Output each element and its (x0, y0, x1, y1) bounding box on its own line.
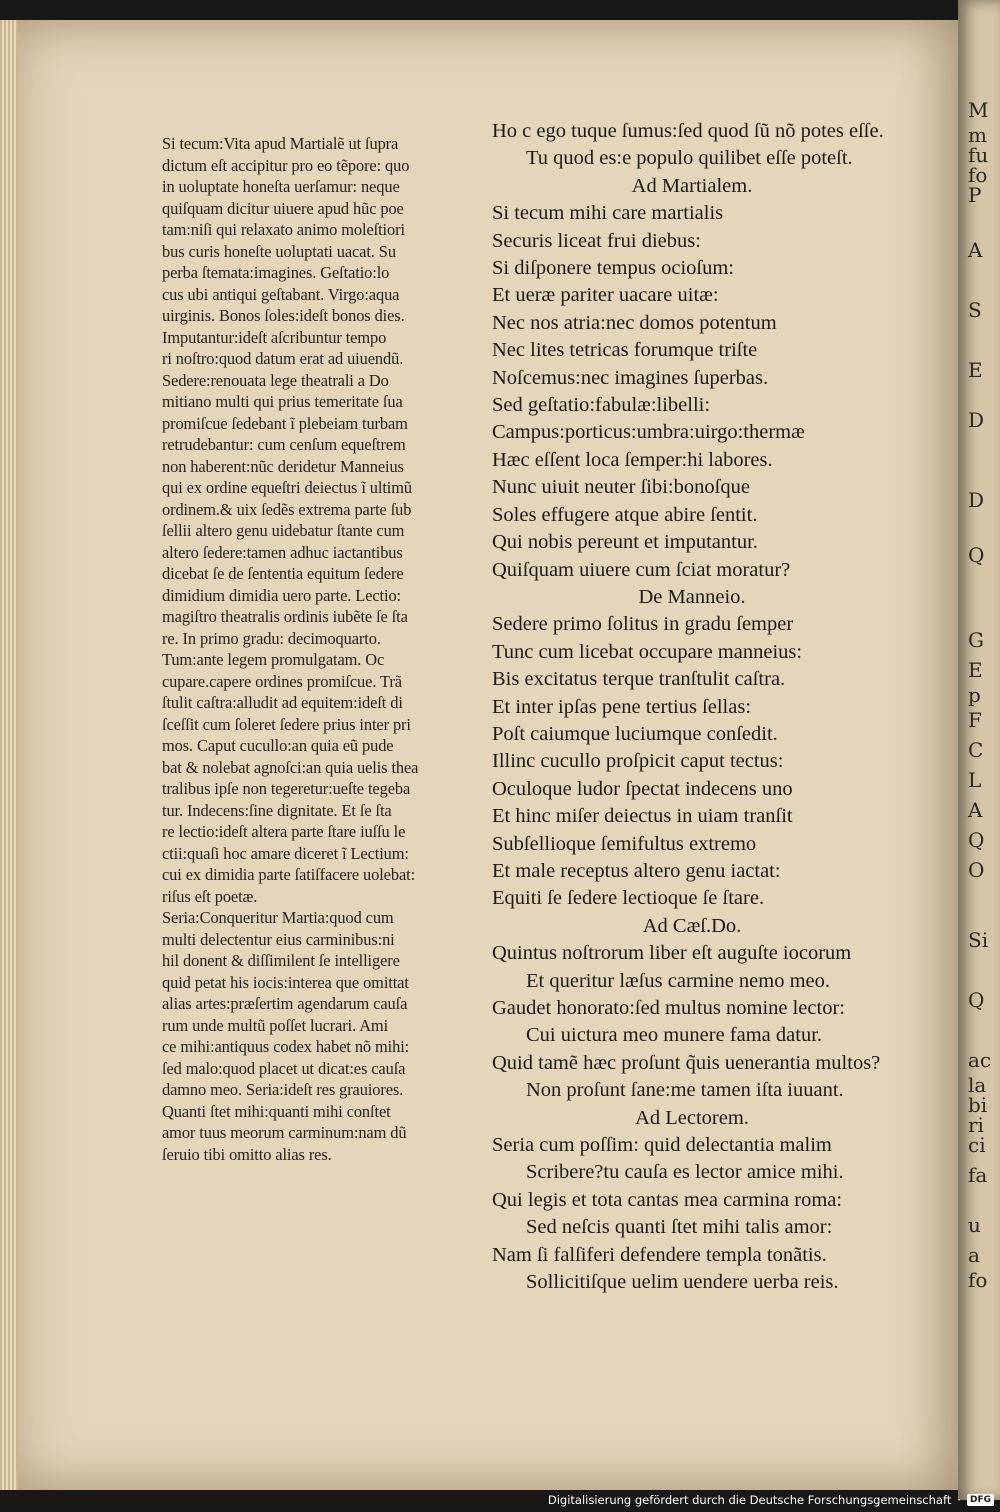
poem-line: Sollicitiſque uelim uendere uerba reis. (526, 1271, 839, 1294)
facing-page-letter: fo (968, 1268, 988, 1292)
commentary-line: amor tuus meorum carminum:nam dũ (162, 1123, 407, 1142)
facing-page-letter: ri (968, 1113, 984, 1137)
commentary-line: dicebat ſe de ſententia equitum ſedere (162, 564, 404, 583)
poem-line: Qui nobis pereunt et imputantur. (492, 531, 758, 554)
poem-heading: Ad Martialem. (631, 174, 753, 197)
commentary-line: hil donent & diſſimilent ſe intelligere (162, 951, 400, 970)
poem-line: Securis liceat frui diebus: (492, 229, 701, 252)
poem-line: Non proſunt ſane:me tamen iſta iuuant. (526, 1079, 844, 1102)
commentary-line: uirginis. Bonos ſoles:ideſt bonos dies. (162, 306, 405, 325)
facing-page-letter: F (968, 708, 982, 732)
facing-page-letter: M (968, 98, 989, 122)
poem-line: Poſt caiumque luciumque conſedit. (492, 722, 778, 745)
commentary-line: Si tecum:Vita apud Martialẽ ut ſupra (162, 134, 399, 153)
commentary-line: quid petat his iocis:interea que omittat (162, 972, 409, 992)
poem-line: Subſellioque ſemifultus extremo (492, 832, 757, 855)
facing-page-letter: Si (968, 928, 989, 952)
commentary-line: Sedere:renouata lege theatrali a Do (162, 370, 389, 390)
poem-line: Bis excitatus terque tranſtulit caſtra. (492, 668, 786, 691)
digitization-credit: Digitalisierung gefördert durch die Deutsche Forschungsgemeinschaft · DFG (548, 1490, 994, 1510)
facing-page-letter: C (968, 738, 984, 762)
commentary-line: ſtulit caſtra:alludit ad equitem:ideſt di (162, 693, 403, 712)
facing-page-letter: ci (968, 1133, 986, 1157)
poem-line: Et queritur læſus carmine nemo meo. (526, 969, 831, 992)
commentary-line: promiſcue ſedebant ĩ plebeiam turbam (162, 413, 408, 433)
facing-page-letter: fo (968, 163, 988, 187)
facing-page-letter: fa (968, 1163, 988, 1187)
facing-page-fragment (958, 0, 1000, 1500)
facing-page-letter: P (968, 183, 982, 207)
facing-page-letter: la (968, 1073, 987, 1097)
commentary-line: in uoluptate honeſta uerſamur: neque (162, 177, 400, 196)
poem-line: Scribere?tu cauſa es lector amice mihi. (526, 1161, 844, 1184)
poem-line: Nunc uiuit neuter ſibi:bonoſque (492, 476, 750, 499)
facing-page-letter: fu (968, 143, 989, 167)
facing-page-letter: ac (968, 1048, 992, 1072)
poem-line: Sed neſcis quanti ſtet mihi talis amor: (526, 1216, 833, 1239)
facing-page-letter: O (968, 858, 985, 882)
credit-text: Digitalisierung gefördert durch die Deutsche Forschungsgemeinschaft (547, 1493, 952, 1507)
commentary-line: riſus eſt poetæ. (162, 886, 258, 906)
commentary-line: alias artes:præſertim agendarum cauſa (162, 994, 408, 1013)
commentary-line: mos. Caput cucullo:an quia eũ pude (162, 736, 394, 755)
commentary-line: magiſtro theatralis ordinis iubẽte ſe ſta (162, 607, 408, 626)
poem-line: Et inter ipſas pene tertius ſellas: (492, 695, 752, 718)
poem-line: Oculoque ludor ſpectat indecens uno (492, 777, 793, 800)
poem-column (492, 118, 932, 1296)
facing-page-letter: u (968, 1213, 981, 1237)
commentary-line: tam:niſi qui relaxato animo moleſtiori (162, 220, 405, 239)
commentary-line: dimidium dimidia uero parte. Lectio: (162, 585, 402, 605)
poem-line: Cui uictura meo munere fama datur. (526, 1024, 823, 1047)
facing-page-letter: p (968, 683, 981, 707)
commentary-line: Imputantur:ideſt aſcribuntur tempo (162, 327, 387, 347)
commentary-line: non haberent:nũc deridetur Manneius (162, 456, 404, 476)
poem-line: Ho c ego tuque ſumus:ſed quod ſũ nõ potes eſſe. (492, 120, 884, 142)
poem-line: Quintus noſtrorum liber eſt auguſte iocorum (492, 942, 852, 965)
commentary-line: cupare.capere ordines promiſcue. Trã (162, 671, 402, 691)
facing-page-letter: L (968, 768, 982, 792)
facing-page-letter: Q (968, 543, 985, 567)
commentary-line: multi delectentur eius carminibus:ni (162, 929, 395, 949)
commentary-line: bat & nolebat agnoſci:an quia uelis thea (162, 757, 419, 777)
commentary-line: altero ſedere:tamen adhuc iactantibus (162, 542, 403, 562)
commentary-line: bus curis honeſte uoluptati uacat. Su (162, 241, 396, 261)
commentary-line: ſed malo:quod placet ut dicat:es cauſa (162, 1058, 406, 1078)
commentary-line: ordinem.& uix ſedẽs extrema parte ſub (162, 499, 412, 519)
facing-page-letter: D (968, 488, 985, 512)
facing-page-letter: D (968, 408, 985, 432)
commentary-line: ſellii altero genu uidebatur ſtante cum (162, 521, 405, 540)
poem-heading: De Manneio. (638, 585, 746, 608)
poem-line: Et hinc miſer deiectus in uiam tranſit (492, 805, 793, 828)
facing-page-letter: a (968, 1243, 980, 1267)
commentary-column (162, 133, 487, 1165)
facing-page-letter: A (968, 238, 983, 262)
commentary-line: re. In primo gradu: decimoquarto. (162, 628, 381, 648)
commentary-line: Tum:ante legem promulgatam. Oc (162, 650, 385, 669)
facing-page-letter: S (968, 298, 982, 322)
poem-line: Si tecum mihi care martialis (492, 202, 724, 225)
facing-page-letter: bi (968, 1093, 988, 1117)
commentary-line: perba ſtemata:imagines. Geſtatio:lo (162, 263, 390, 282)
facing-page-letter: E (968, 658, 983, 682)
commentary-line: rum unde multũ poſſet lucrari. Ami (162, 1015, 389, 1035)
commentary-line: ctii:quaſi hoc amare diceret ĩ Lectium: (162, 843, 409, 863)
commentary-line: qui ex ordine equeſtri deiectus ĩ ultimũ (162, 478, 412, 497)
poem-heading: Ad Lectorem. (635, 1106, 749, 1129)
poem-line: Seria cum poſſim: quid delectantia malim (492, 1134, 832, 1157)
poem-line: Noſcemus:nec imagines ſuperbas. (492, 366, 769, 389)
facing-page-letter: E (968, 358, 983, 382)
commentary-line: retrudebantur: cum cenſum equeſtrem (162, 435, 406, 454)
commentary-line: ſceſſit cum ſoleret ſedere prius inter pri (162, 714, 411, 734)
commentary-line: quiſquam dicitur uiuere apud hũc poe (162, 198, 404, 218)
commentary-line: Quanti ſtet mihi:quanti mihi conſtet (162, 1101, 391, 1121)
facing-page-letter: A (968, 798, 983, 822)
poem-line: Quid tamẽ hæc proſunt q̃uis uenerantia multos? (492, 1051, 881, 1074)
facing-page-letter: Q (968, 828, 985, 852)
poem-line: Soles effugere atque abire ſentit. (492, 503, 758, 526)
commentary-line: ri noſtro:quod datum erat ad uiuendũ. (162, 349, 404, 368)
commentary-line: re lectio:ideſt altera parte ſtare iuſſu le (162, 822, 406, 841)
facing-page-letter: G (968, 628, 984, 652)
commentary-line: cui ex dimidia parte ſatiſfacere uolebat: (162, 865, 416, 884)
poem-line: Hæc eſſent loca ſemper:hi labores. (492, 448, 773, 471)
commentary-line: tur. Indecens:ſine dignitate. Et ſe ſta (162, 800, 392, 820)
commentary-line: damno meo. Seria:ideſt res grauiores. (162, 1080, 404, 1099)
poem-heading: Ad Cæſ.Do. (642, 914, 742, 937)
commentary-line: Seria:Conqueritur Martia:quod cum (162, 908, 394, 927)
poem-line: Si diſponere tempus ocioſum: (492, 257, 734, 280)
poem-line: Et ueræ pariter uacare uitæ: (492, 284, 719, 307)
poem-line: Nec lites tetricas forumque triſte (492, 339, 758, 362)
commentary-line: mitiano multi qui prius temeritate ſua (162, 392, 403, 411)
commentary-line: dictum eſt accipitur pro eo tẽpore: quo (162, 155, 410, 175)
commentary-line: ſeruio tibi omitto alias res. (162, 1144, 332, 1164)
poem-line: Qui legis et tota cantas mea carmina roma: (492, 1188, 843, 1211)
facing-page-letter: m (968, 123, 987, 147)
poem-line: Sed geſtatio:fabulæ:libelli: (492, 394, 711, 417)
facing-page-letter: Q (968, 988, 985, 1012)
poem-line: Gaudet honorato:ſed multus nomine lector: (492, 997, 845, 1019)
poem-line: Nam ſi falſiferi defendere templa tonãtis. (492, 1243, 827, 1266)
poem-line: Equiti ſe ſedere lectioque ſe ſtare. (492, 887, 765, 910)
poem-line: Tu quod es:e populo quilibet eſſe poteſt. (526, 147, 853, 170)
poem-line: Illinc cucullo proſpicit caput tectus: (492, 750, 784, 773)
poem-line: Nec nos atria:nec domos potentum (492, 311, 777, 334)
dfg-logo: DFG (967, 1494, 994, 1506)
poem-line: Campus:porticus:umbra:uirgo:thermæ (492, 421, 805, 444)
commentary-line: ce mihi:antiquus codex habet nõ mihi: (162, 1037, 410, 1056)
commentary-line: cus ubi antiqui geſtabant. Virgo:aqua (162, 284, 400, 304)
poem-line: Tunc cum licebat occupare manneius: (492, 640, 803, 663)
poem-line: Et male receptus altero genu iactat: (492, 859, 781, 882)
poem-line: Sedere primo ſolitus in gradu ſemper (492, 613, 794, 636)
commentary-line: tralibus ipſe non tegeretur:ueſte tegeba (162, 779, 411, 798)
poem-line: Quiſquam uiuere cum ſciat moratur? (492, 558, 791, 581)
